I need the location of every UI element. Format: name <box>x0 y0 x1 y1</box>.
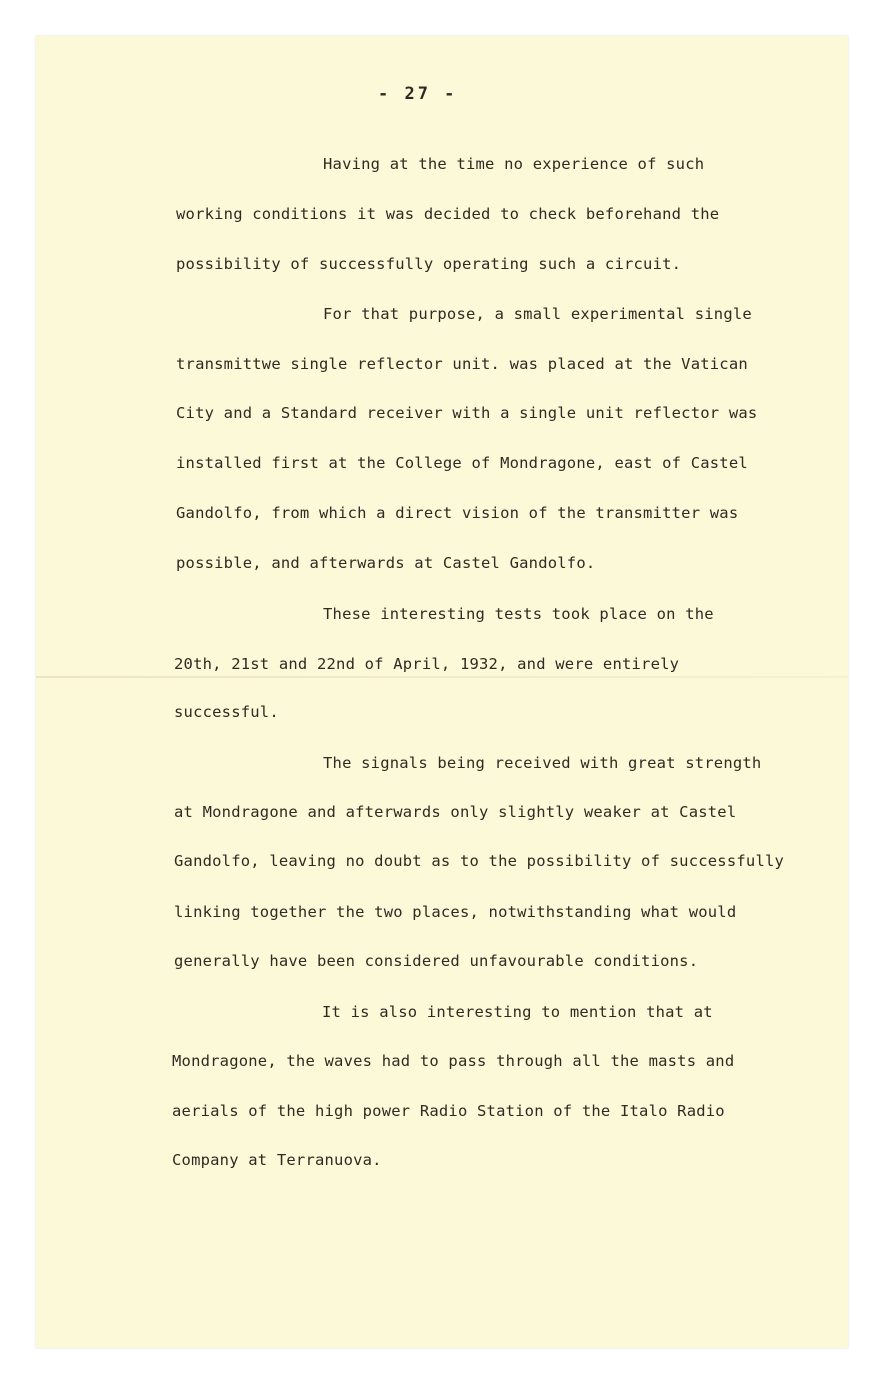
text-line: Mondragone, the waves had to pass through all the masts and <box>172 1052 735 1070</box>
text-line: Having at the time no experience of such <box>323 155 705 173</box>
paper-fold <box>36 676 848 678</box>
text-line: It is also interesting to mention that at <box>322 1003 713 1021</box>
text-line: working conditions it was decided to check beforehand the <box>176 205 720 223</box>
text-line: installed first at the College of Mondragone, east of Castel <box>176 454 748 472</box>
page-number: - 27 - <box>378 84 458 104</box>
text-line: aerials of the high power Radio Station of the Italo Radio <box>172 1102 725 1120</box>
paper-sheet <box>36 36 848 1348</box>
text-line: possibility of successfully operating such a circuit. <box>176 255 682 273</box>
text-line: 20th, 21st and 22nd of April, 1932, and were entirely <box>174 655 680 673</box>
text-line: successful. <box>174 703 279 721</box>
text-line: For that purpose, a small experimental single <box>323 305 752 323</box>
text-line: City and a Standard receiver with a single unit reflector was <box>176 404 758 422</box>
text-line: Gandolfo, from which a direct vision of the transmitter was <box>176 504 739 522</box>
text-line: linking together the two places, notwithstanding what would <box>174 903 737 921</box>
text-line: possible, and afterwards at Castel Gandolfo. <box>176 554 596 572</box>
text-line: at Mondragone and afterwards only slightly weaker at Castel <box>174 803 737 821</box>
text-line: The signals being received with great strength <box>323 754 762 772</box>
text-line: Company at Terranuova. <box>172 1151 382 1169</box>
text-line: These interesting tests took place on the <box>323 605 714 623</box>
text-line: transmittwe single reflector unit. was placed at the Vatican <box>176 355 748 373</box>
text-line: Gandolfo, leaving no doubt as to the possibility of successfully <box>174 852 785 870</box>
text-line: generally have been considered unfavourable conditions. <box>174 952 699 970</box>
